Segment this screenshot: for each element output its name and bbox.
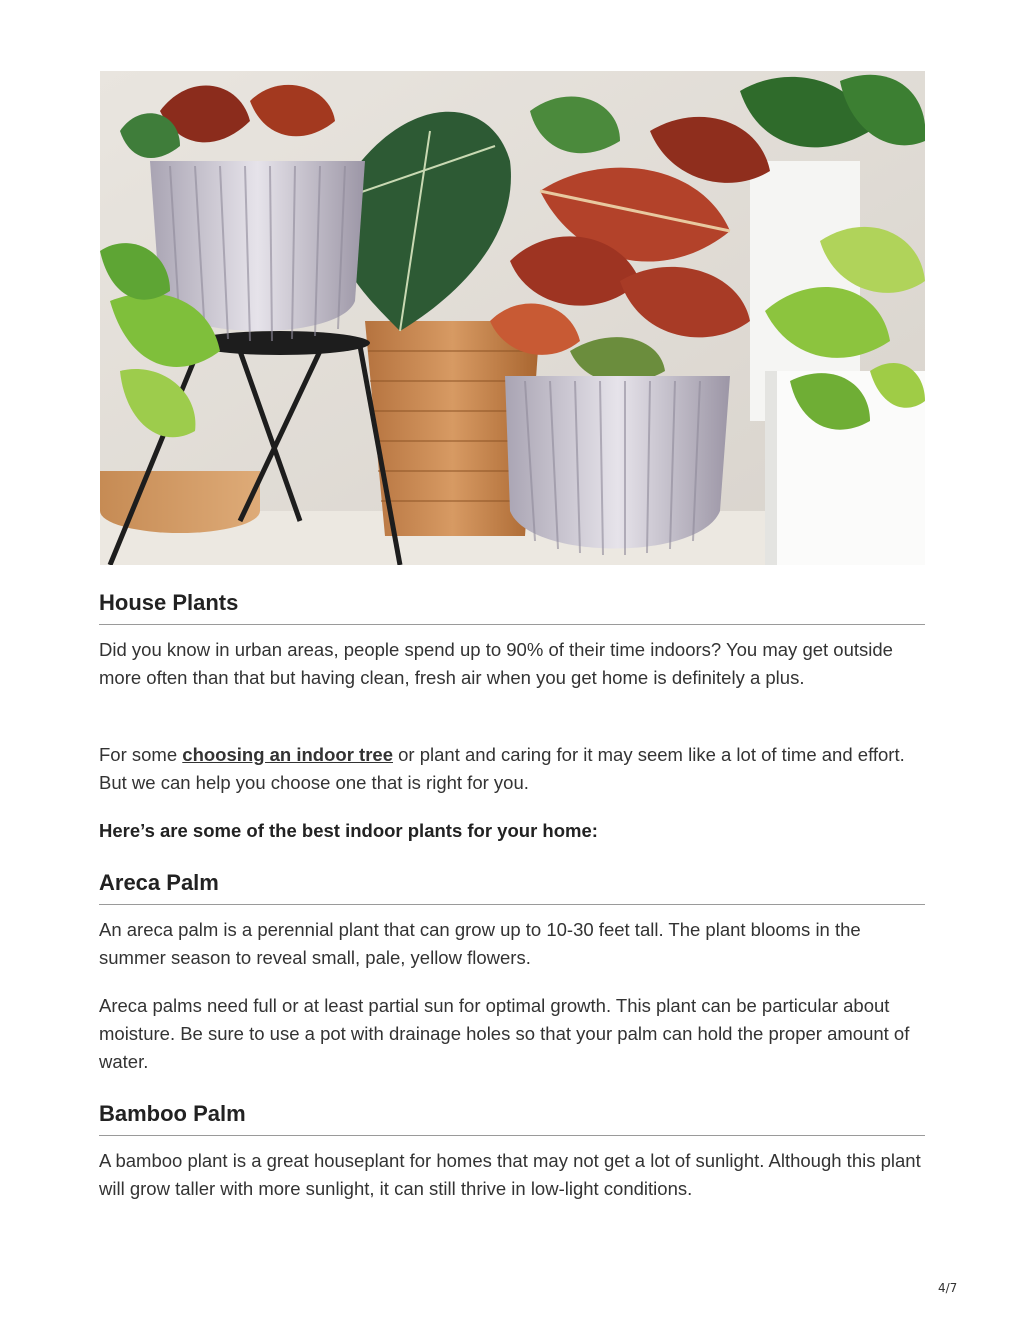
bamboo-palm-heading: Bamboo Palm (99, 1101, 925, 1136)
best-plants-lead: Here’s are some of the best indoor plants for your home: (99, 820, 598, 841)
areca-palm-heading: Areca Palm (99, 870, 925, 905)
bamboo-palm-paragraph-1: A bamboo plant is a great houseplant for homes that may not get a lot of sunlight. Although this plant will grow taller with more sunlight, it can still thrive in low-light conditions. (99, 1150, 921, 1199)
house-plants-paragraph-2 (99, 741, 925, 797)
paragraph-text: or plant and caring for it may seem like a lot of time and effort. But we can help you choose one that is right for you. (99, 744, 905, 793)
areca-palm-paragraph-1: An areca palm is a perennial plant that can grow up to 10-30 feet tall. The plant blooms in the summer season to reveal small, pale, yellow flowers. (99, 919, 861, 968)
house-plants-photo (100, 71, 925, 565)
paragraph-text: For some (99, 744, 183, 765)
choosing-indoor-tree-link[interactable]: choosing an indoor tree (182, 744, 393, 765)
house-plants-heading: House Plants (99, 590, 925, 625)
house-plants-paragraph-1: Did you know in urban areas, people spend up to 90% of their time indoors? You may get outside more often than that but having clean, fresh air when you get home is definitely a plus. (99, 639, 893, 688)
page-number: 4/7 (938, 1281, 958, 1295)
areca-palm-paragraph-2: Areca palms need full or at least partial sun for optimal growth. This plant can be particular about moisture. Be sure to use a pot with drainage holes so that your palm can hold the proper amount of water. (99, 995, 910, 1072)
